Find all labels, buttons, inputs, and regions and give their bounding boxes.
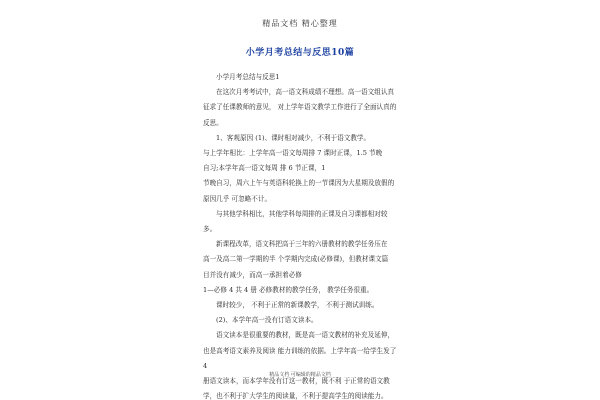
paragraph-line: (2)、本学年高一没有订语文读本。 [216,316,318,325]
document-title: 小学月考总结与反思10篇 [245,48,355,58]
paragraph-line: 目并没有减少，而高一承担着必修 [203,270,302,279]
paragraph-line: 4 [203,361,208,370]
paragraph-line: 新课程改革，语文科把高于三年的六册教材的教学任务压在 [216,240,388,249]
paragraph-line: 在这次月考考试中，高一语文科成绩不理想。高一语文组认真 [216,88,395,97]
paragraph-line: 册语文读本，而本学年没有订这一教材，既不利 于正常的语文教 [203,377,390,386]
paragraph-line: 反思。 [203,118,223,127]
paragraph-line: 也是高考语文素养及阅读 能力训练的依据。上学年高一给学生发了 [203,346,397,355]
page-footer: 精品文档 可编辑的精品文档 [269,372,331,378]
paragraph-line: 自习;本学年高一语文每周 排 6 节正课，1 [203,164,326,173]
paragraph-line: 高一及高二第一学期的半 个学期内完成(必修课)，但教材课文篇 [203,255,389,264]
section-heading: 小学月考总结与反思1 [216,73,280,81]
paragraph-line: 多。 [203,225,217,234]
paragraph-line: 与其他学科相比，其他学科每周排的正课及自习课都相对较 [216,209,388,218]
paragraph-line: 与上学年相比：上学年高一语文每周排 7 课时正课，1.5 节晚 [203,149,383,158]
paragraph-line: 节晚自习，周六上午与英语科轮换上的一节课因为大星期及放假的 [203,179,395,188]
page-header: 精品文档 精心整理 [262,19,338,28]
paragraph-line: 原因几乎 可忽略不计。 [203,194,272,203]
paragraph-line: 征求了任课教师的意见， 对上学年语文教学工作进行了全面认真的 [203,103,397,112]
paragraph-line: 语文读本是很重要的教材，既是高一语文教材的补充及延伸， [216,331,395,340]
document-body [203,70,413,400]
paragraph-line: 课时较少， 不利于正常的新课教学， 不利于测试训练。 [216,301,379,310]
paragraph-line: 学，也不利于扩大学生的阅读量，不利于提高学生的阅读能力。 [203,392,388,400]
paragraph-line: 1、客观原因 (1)、课时相对减少，不利于语文教学。 [216,133,371,142]
paragraph-line: 1—必修 4 共 4 册 必修教材的教学任务， 教学任务很重。 [203,285,374,294]
